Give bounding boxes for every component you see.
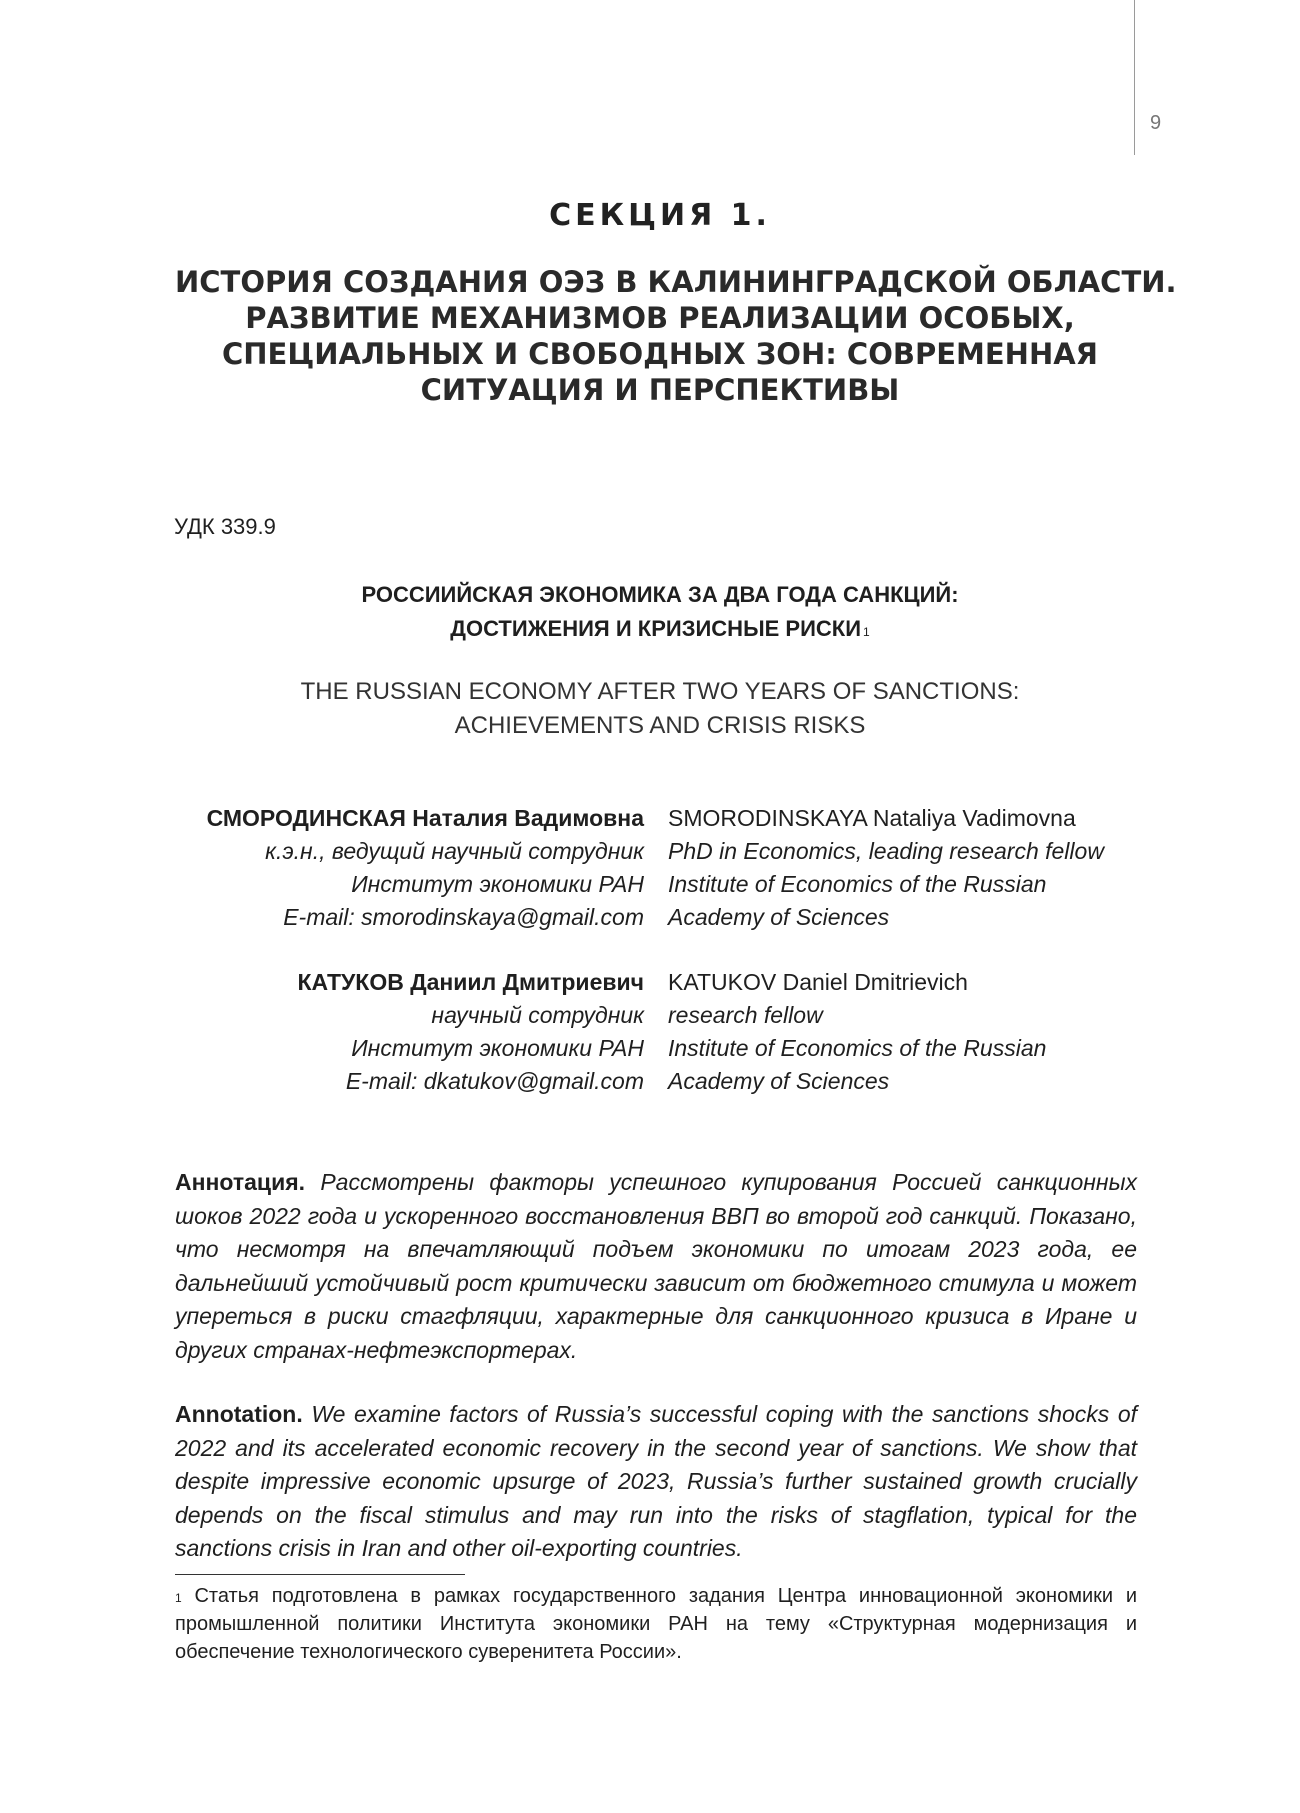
- author-position-ru: научный сотрудник: [431, 1002, 644, 1028]
- article-title-en-line: ACHIEVEMENTS AND CRISIS RISKS: [454, 712, 866, 739]
- footnote-rule: [175, 1574, 465, 1575]
- author-position-en: PhD in Economics, leading research fellow: [668, 838, 1104, 864]
- section-title-line: ИСТОРИЯ СОЗДАНИЯ ОЭЗ В КАЛИНИНГРАДСКОЙ ОБЛАСТИ.: [175, 265, 1177, 299]
- author-affiliation-en-cont: Academy of Sciences: [668, 904, 890, 930]
- article-title-en: [175, 675, 1145, 743]
- page-number: 9: [1150, 112, 1162, 134]
- author-email[interactable]: E-mail: dkatukov@gmail.com: [345, 1068, 644, 1094]
- abstract-en: [175, 1398, 1137, 1566]
- footnote-mark: 1: [175, 1591, 182, 1605]
- section-title-line: РАЗВИТИЕ МЕХАНИЗМОВ РЕАЛИЗАЦИИ ОСОБЫХ,: [245, 301, 1075, 335]
- author-email[interactable]: E-mail: smorodinskaya@gmail.com: [283, 904, 644, 930]
- footnote-reference[interactable]: 1: [863, 625, 870, 639]
- article-title-en-line: THE RUSSIAN ECONOMY AFTER TWO YEARS OF SANCTIONS:: [300, 678, 1020, 705]
- author-affiliation-en: Institute of Economics of the Russian: [668, 1035, 1047, 1061]
- abstract-en-text: We examine factors of Russia’s successful coping with the sanctions shocks of 2022 and its accelerated economic recovery in the second year of sanctions. We show that despite impressive economic upsurge of 2023, Russia’s further sustained growth crucially depends on the fiscal stimulus and may run into the risks of stagflation, typical for the sanctions crisis in Iran and other oil-exporting countries.: [175, 1401, 1138, 1561]
- article-title-ru: [175, 578, 1145, 646]
- author-ru: [297, 966, 644, 1098]
- author-affiliation-en: Institute of Economics of the Russian: [668, 871, 1047, 897]
- author-en: [668, 966, 1046, 1098]
- abstract-ru-text: Рассмотрены факторы успешного купирования Россией санкционных шоков 2022 года и ускоренного восстановления ВВП во второй год санкций. Показано, что несмотря на впечатляющий подъем экономики по итогам 2023 года, ее дальнейший устойчивый рост критически зависит от бюджетного стимула и может упереться в риски стагфляции, характерные для санкционного кризиса в Иране и других странах-нефтеэкспортерах.: [175, 1169, 1137, 1363]
- footnote: [175, 1582, 1137, 1666]
- abstract-ru-label: Аннотация.: [175, 1169, 306, 1195]
- abstract-en-label: Annotation.: [175, 1401, 303, 1427]
- header-vertical-rule: [1134, 0, 1135, 155]
- author-name-ru: СМОРОДИНСКАЯ Наталия Вадимовна: [206, 805, 644, 831]
- author-position-ru: к.э.н., ведущий научный сотрудник: [265, 838, 644, 864]
- article-title-ru-line: РОССИИЙСКАЯ ЭКОНОМИКА ЗА ДВА ГОДА САНКЦИЙ:: [361, 582, 959, 607]
- author-en: [668, 802, 1104, 934]
- author-affiliation-en-cont: Academy of Sciences: [668, 1068, 890, 1094]
- abstract-ru: [175, 1166, 1137, 1367]
- author-affiliation-ru: Институт экономики РАН: [351, 1035, 644, 1061]
- author-name-en: KATUKOV Daniel Dmitrievich: [668, 969, 968, 995]
- footnote-text: Статья подготовлена в рамках государственного задания Центра инновационной экономики и промышленной политики Института экономики РАН на тему «Структурная модернизация и обеспечение технологического суверенитета России».: [175, 1585, 1137, 1663]
- author-ru: [207, 802, 644, 934]
- section-title-line: СПЕЦИАЛЬНЫХ И СВОБОДНЫХ ЗОН: СОВРЕМЕННАЯ: [221, 337, 1099, 371]
- section-label: СЕКЦИЯ 1.: [549, 198, 771, 233]
- author-affiliation-ru: Институт экономики РАН: [351, 871, 644, 897]
- author-name-en: SMORODINSKAYA Nataliya Vadimovna: [668, 805, 1076, 831]
- section-title-line: СИТУАЦИЯ И ПЕРСПЕКТИВЫ: [420, 373, 900, 407]
- author-position-en: research fellow: [668, 1002, 823, 1028]
- article-title-ru-line-2: ДОСТИЖЕНИЯ И КРИЗИСНЫЕ РИСКИ $^1$: [450, 616, 870, 641]
- author-name-ru: КАТУКОВ Даниил Дмитриевич: [297, 969, 644, 995]
- section-title: [175, 264, 1177, 408]
- udc-code: УДК 339.9: [174, 514, 276, 539]
